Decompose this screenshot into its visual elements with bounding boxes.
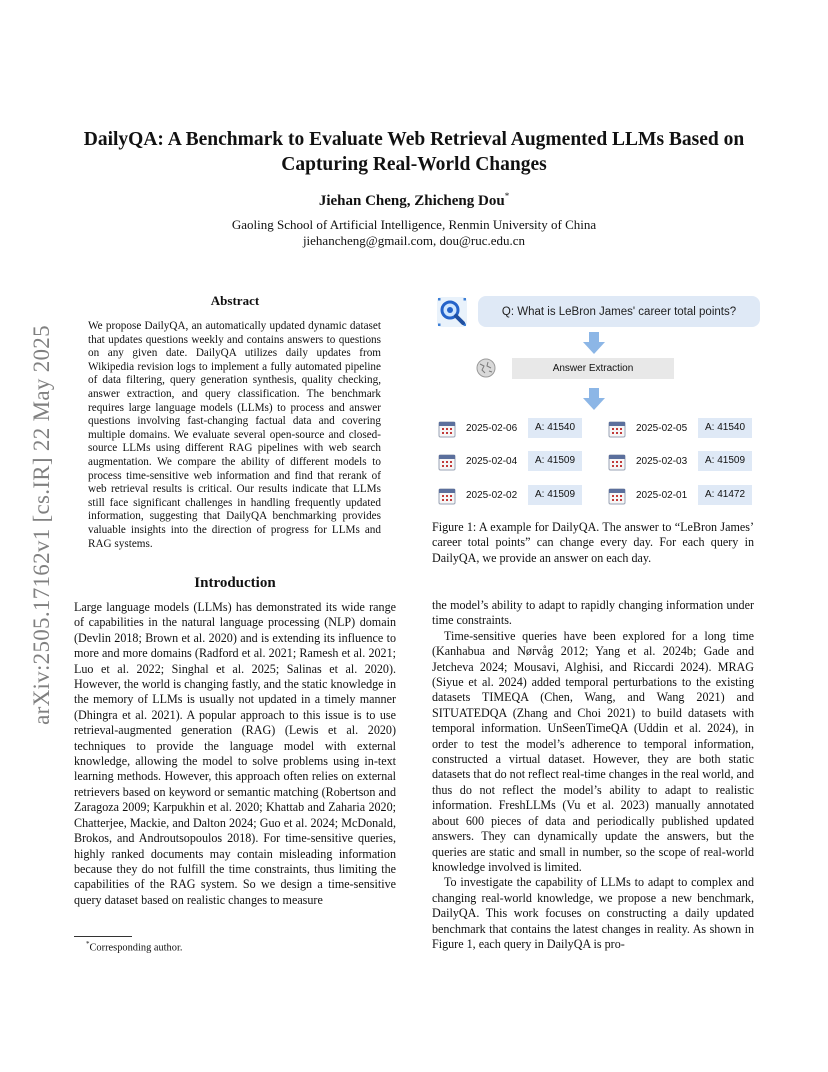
calendar-icon	[608, 453, 626, 471]
question-box	[478, 296, 760, 327]
right-column-text	[432, 598, 754, 952]
down-arrow-icon	[581, 332, 607, 354]
calendar-icon	[438, 453, 456, 471]
affiliation-block	[60, 217, 768, 249]
calendar-icon	[608, 420, 626, 438]
paper-title	[60, 127, 768, 177]
footnote-rule	[74, 936, 132, 937]
entry-answer: A: 41540	[698, 418, 752, 438]
entry-answer: A: 41540	[528, 418, 582, 438]
entry-date: 2025-02-03	[636, 456, 688, 467]
title-line-2: Capturing Real-World Changes	[281, 154, 547, 175]
entry-date: 2025-02-05	[636, 423, 688, 434]
entry-date: 2025-02-06	[466, 423, 518, 434]
calendar-icon	[438, 420, 456, 438]
answer-extraction-box	[512, 358, 674, 379]
entry-date: 2025-02-02	[466, 490, 518, 501]
entry-answer: A: 41509	[528, 451, 582, 471]
date-answer-entry	[438, 451, 588, 477]
question-text: Q: What is LeBron James' career total points?	[501, 305, 737, 318]
affiliation: Gaoling School of Artificial Intelligence, Renmin University of China	[231, 217, 597, 232]
arxiv-identifier-text: arXiv:2505.17162v1 [cs.IR] 22 May 2025	[29, 325, 54, 725]
figure-1-caption: Figure 1: A example for DailyQA. The answer to “LeBron James’ career total points” can change every day. For each query in DailyQA, we provide an answer on each day.	[432, 520, 754, 565]
entry-answer: A: 41509	[698, 451, 752, 471]
abstract-text: We propose DailyQA, an automatically updated dynamic dataset that updates questions weekly and contains answers to questions on any given date. DailyQA utilizes daily updates from Wikipedia revision logs to implement a fully automated pipeline of data filtering, query generation synthesis, quality checking, answer extraction, and query classification. The benchmark requires large language models (LLMs) to process and answer questions involving fast-changing factual data and covering multiple domains. We evaluate several open-source and closed-source LLMs using different RAG pipelines with web search augmentation. We compare the ability of different models to process time-sensitive web information and find that rerank of web retrieval results is critical. Our results indicate that LLMs still face significant challenges in handling frequently updated information, suggesting that DailyQA benchmarking provides valuable insights into the direction of progress for LLMs and RAG systems.	[88, 320, 381, 550]
answer-extraction-label: Answer Extraction	[552, 363, 634, 374]
date-answer-entry	[438, 418, 588, 444]
introduction-heading: Introduction	[194, 575, 276, 591]
date-answer-entry	[608, 418, 758, 444]
emails: jiehancheng@gmail.com, dou@ruc.edu.cn	[302, 233, 526, 248]
magnifier-search-icon	[436, 296, 468, 328]
paragraph-1: the model’s ability to adapt to rapidly changing information under time constraints.	[432, 598, 754, 628]
down-arrow-icon	[581, 388, 607, 410]
calendar-icon	[438, 487, 456, 505]
date-answer-entry	[438, 485, 588, 511]
calendar-icon	[608, 487, 626, 505]
figure-1	[430, 288, 770, 514]
paragraph-3: To investigate the capability of LLMs to adapt to complex and changing real-world knowledge, we propose a new benchmark, DailyQA. This work focuses on constructing a daily updated benchmark that contains the latest changes in reality. As shown in Figure 1, each query in DailyQA is pro-	[432, 875, 754, 951]
footnote	[86, 940, 182, 953]
entry-date: 2025-02-04	[466, 456, 518, 467]
abstract-heading: Abstract	[210, 293, 260, 308]
entry-answer: A: 41472	[698, 485, 752, 505]
entry-date: 2025-02-01	[636, 490, 688, 501]
arxiv-identifier	[22, 300, 62, 750]
entry-answer: A: 41509	[528, 485, 582, 505]
paragraph-2: Time-sensitive queries have been explored for a long time (Kanhabua and Nørvåg 2012; Yang et al. 2024b; Gade and Jetcheva 2024; Mousavi, Alghisi, and Riccardi 2024). MRAG (Siyue et al. 2024) added temporal perturbations to the existing datasets TIMEQA (Chen, Wang, and Wang 2021) and SITUATEDQA (Zhang and Choi 2021) to build datasets with temporal information. UnSeenTimeQA (Uddin et al. 2024), in order to test the model’s adherence to temporal information, constructed a virtual dataset. However, they are both static datasets that do not reflect real-time changes in the real world, and thus do not reflect the model’s ability to adapt to realistic information. FreshLLMs (Vu et al. 2023) manually annotated about 600 pieces of data and periodically published updated answers. They can dynamically update the answers, but the queries are static and small in number, so the scope of real-world knowledge involved is limited.	[432, 628, 754, 874]
date-answer-entry	[608, 485, 758, 511]
authors	[60, 191, 768, 210]
footnote-text: Corresponding author.	[89, 942, 183, 954]
introduction-text: Large language models (LLMs) has demonstrated its wide range of capabilities in the natural language processing (NLP) domain (Devlin 2018; Brown et al. 2020) and is extending its influence to more and more domains (Radford et al. 2021; Ramesh et al. 2021; Luo et al. 2022; Singhal et al. 2025; Salinas et al. 2020). However, the world is changing fastly, and the static knowledge in the memory of LLMs is usually not updated in a timely manner (Dhingra et al. 2021). A popular approach to this issue is to use retrieval-augmented generation (RAG) (Lewis et al. 2020) techniques to provide the language model with external knowledge, allowing the model to solve problems using in-text learning methods. However, this approach often relies on external retrievers based on keyword or semantic matching (Robertson and Zaragoza 2009; Karpukhin et al. 2020; Khattab and Zaharia 2020; Chatterjee, Mackie, and Dalton 2024; Guo et al. 2024; McDonald, Brokos, and Androutsopoulos 2018). For time-sensitive queries, highly ranked documents may contain misleading information because they do not fulfill the time constraints, thus limiting the capabilities of the RAG system. So we design a time-sensitive query dataset based on realistic changes to measure	[74, 600, 396, 907]
footnote-mark: *	[86, 940, 90, 948]
date-answer-entry	[608, 451, 758, 477]
wikipedia-globe-icon	[476, 358, 496, 378]
author-footnote-mark: *	[504, 191, 510, 201]
author-names: Jiehan Cheng, Zhicheng Dou	[318, 193, 505, 209]
title-line-1: DailyQA: A Benchmark to Evaluate Web Retrieval Augmented LLMs Based on	[83, 129, 745, 150]
